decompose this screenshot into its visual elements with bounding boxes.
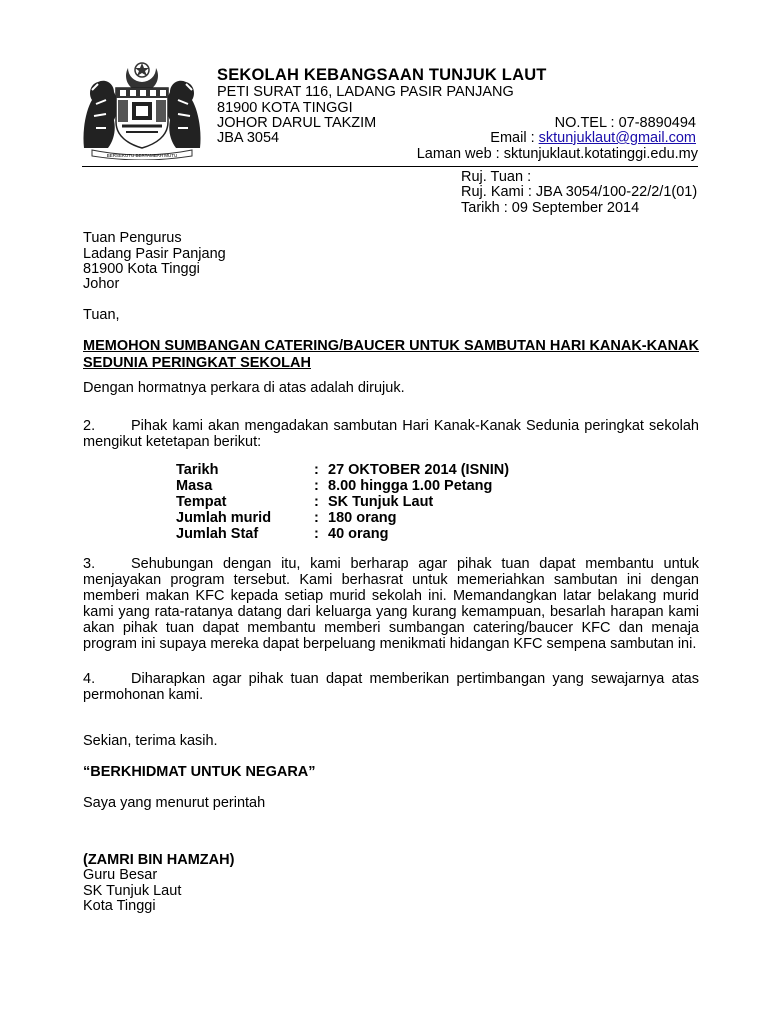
detail-row — [176, 510, 509, 526]
recipient-line-3: 81900 Kota Tinggi — [83, 261, 200, 277]
letterhead-divider — [82, 166, 698, 167]
ruj-tuan: Ruj. Tuan : — [461, 169, 532, 185]
paragraph-4-number: 4. — [83, 671, 96, 687]
paragraph-2-number: 2. — [83, 418, 96, 434]
address-line-3: JOHOR DARUL TAKZIM — [217, 115, 377, 131]
recipient-line-4: Johor — [83, 276, 120, 292]
detail-value: 27 OKTOBER 2014 (ISNIN) — [328, 462, 510, 478]
paragraph-3-text: Sehubungan dengan itu, kami berharap agar pihak tuan dapat membantu untuk menjayakan program tersebut. Kami berhasrat untuk memeriahkan sambutan ini dengan memberi makan KFC kepada setiap murid sekolah ini. Memandangkan latar belakang murid kami yang rata-ratanya datang dari keluarga yang kurang kemampuan, besarlah harapan kami akan pihak tuan dapat membantu memberi sumbangan catering/baucer KFC dan menaja program ini supaya mereka dapat berpeluang menikmati hidangan KFC sempena sambutan ini. — [83, 556, 699, 652]
signatory-town: Kota Tinggi — [83, 898, 156, 914]
detail-value: 40 orang — [328, 526, 389, 542]
coat-of-arms-logo — [78, 60, 206, 160]
closing-line: Sekian, terima kasih. — [83, 733, 218, 749]
letter-subject: MEMOHON SUMBANGAN CATERING/BAUCER UNTUK SAMBUTAN HARI KANAK-KANAK SEDUNIA PERINGKAT SEKOLAH — [83, 338, 699, 371]
signatory-name: (ZAMRI BIN HAMZAH) — [83, 852, 235, 868]
detail-colon: : — [314, 478, 319, 494]
paragraph-2-text: Pihak kami akan mengadakan sambutan Hari Kanak-Kanak Sedunia peringkat sekolah mengikut ketetapan berikut: — [83, 418, 699, 450]
detail-row — [176, 494, 509, 510]
signatory-school: SK Tunjuk Laut — [83, 883, 182, 899]
event-details-table — [176, 462, 509, 542]
paragraph-3-number: 3. — [83, 556, 96, 572]
detail-colon: : — [314, 510, 319, 526]
school-code: JBA 3054 — [217, 130, 280, 146]
paragraph-4 — [83, 671, 699, 703]
signoff: Saya yang menurut perintah — [83, 795, 266, 811]
detail-colon: : — [314, 462, 319, 478]
detail-colon: : — [314, 494, 319, 510]
salutation: Tuan, — [83, 307, 120, 323]
letter-date: Tarikh : 09 September 2014 — [461, 200, 640, 216]
email-line — [490, 130, 696, 146]
recipient-line-1: Tuan Pengurus — [83, 230, 182, 246]
paragraph-3 — [83, 556, 699, 652]
detail-value: 180 orang — [328, 510, 397, 526]
ruj-kami: Ruj. Kami : JBA 3054/100-22/2/1(01) — [461, 184, 698, 200]
detail-value: SK Tunjuk Laut — [328, 494, 434, 510]
recipient-line-2: Ladang Pasir Panjang — [83, 246, 226, 262]
email-label: Email : — [490, 130, 539, 146]
detail-label: Jumlah Staf — [176, 526, 259, 542]
detail-label: Masa — [176, 478, 213, 494]
motto: “BERKHIDMAT UNTUK NEGARA” — [83, 764, 316, 780]
signatory-title: Guru Besar — [83, 867, 158, 883]
detail-row — [176, 526, 509, 542]
address-line-1: PETI SURAT 116, LADANG PASIR PANJANG — [217, 84, 514, 100]
phone-number: NO.TEL : 07-8890494 — [554, 115, 696, 131]
detail-row — [176, 462, 509, 478]
detail-label: Jumlah murid — [176, 510, 272, 526]
opening-line: Dengan hormatnya perkara di atas adalah dirujuk. — [83, 380, 405, 396]
detail-value: 8.00 hingga 1.00 Petang — [328, 478, 493, 494]
detail-label: Tarikh — [176, 462, 219, 478]
website: Laman web : sktunjuklaut.kotatinggi.edu.my — [416, 146, 698, 162]
address-line-2: 81900 KOTA TINGGI — [217, 100, 353, 116]
email-link[interactable]: sktunjuklaut@gmail.com — [538, 130, 696, 146]
crest-motto: BERSEKUTU BERTAMBAH MUTU — [106, 153, 178, 158]
detail-colon: : — [314, 526, 319, 542]
paragraph-4-text: Diharapkan agar pihak tuan dapat memberikan pertimbangan yang sewajarnya atas permohonan kami. — [83, 671, 699, 703]
detail-row — [176, 478, 509, 494]
detail-label: Tempat — [176, 494, 227, 510]
paragraph-2 — [83, 418, 699, 450]
school-name: SEKOLAH KEBANGSAAN TUNJUK LAUT — [217, 66, 547, 84]
